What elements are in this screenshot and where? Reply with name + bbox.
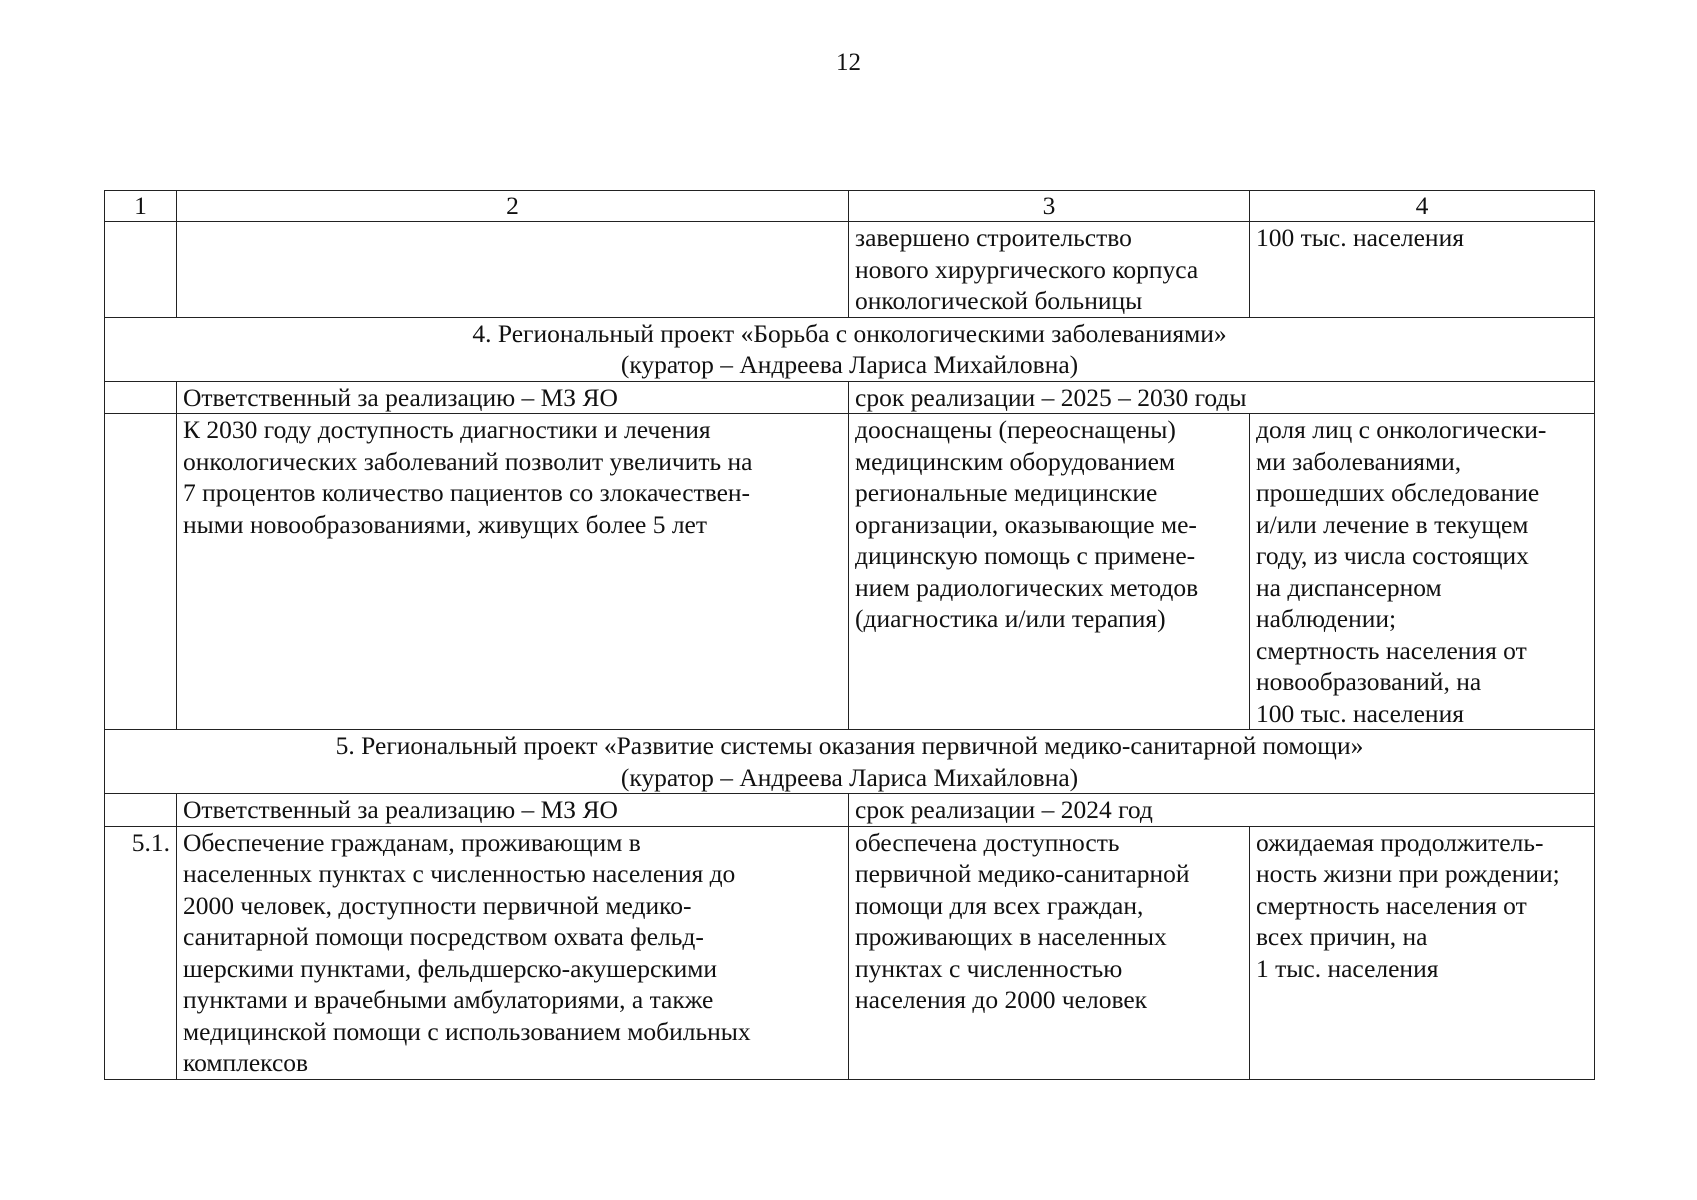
- cell-indicator: ожидаемая продолжитель- ность жизни при рождении; смертность населения от всех причин, на 1 тыс. населения: [1250, 826, 1595, 1079]
- project-4-row: [105, 414, 1595, 730]
- cell-description: К 2030 году доступность диагностики и лечения онкологических заболеваний позволит увеличить на 7 процентов количество пациентов со злокачествен- ными новообразованиями, живущих более 5 лет: [177, 414, 849, 730]
- cell-indicator: 100 тыс. населения: [1250, 222, 1595, 318]
- cell-number: [105, 381, 177, 414]
- project-5-row: [105, 826, 1595, 1079]
- header-col-4: 4: [1250, 191, 1595, 222]
- cell-indicator: доля лиц с онкологически- ми заболеваниями, прошедших обследование и/или лечение в текущем году, из числа состоящих на диспансерном наблюдении; смертность населения от новообразований, на 100 тыс. населения: [1250, 414, 1595, 730]
- project-5-curator: (куратор – Андреева Лариса Михайловна): [620, 762, 1079, 792]
- cell-number: 5.1.: [105, 826, 177, 1079]
- table-header-row: [105, 191, 1595, 222]
- cell-result: дооснащены (переоснащены) медицинским оборудованием региональные медицинские организации, оказывающие ме- дицинскую помощь с примене- нием радиологических методов (диагностика и/или терапия): [849, 414, 1250, 730]
- cell-number: [105, 414, 177, 730]
- continuation-row: [105, 222, 1595, 318]
- project-4-title-cell: [105, 317, 1595, 381]
- header-col-2: 2: [177, 191, 849, 222]
- project-4-title-row: [105, 317, 1595, 381]
- project-5-term: срок реализации – 2024 год: [849, 794, 1595, 827]
- project-4-responsible: Ответственный за реализацию – МЗ ЯО: [177, 381, 849, 414]
- project-4-curator: (куратор – Андреева Лариса Михайловна): [620, 350, 1079, 379]
- page-number: 12: [836, 49, 861, 76]
- header-col-3: 3: [849, 191, 1250, 222]
- cell-number: [105, 794, 177, 827]
- project-4-term: срок реализации – 2025 – 2030 годы: [849, 381, 1595, 414]
- project-5-title: 5. Региональный проект «Развитие системы оказания первичной медико-санитарной помощи»: [335, 731, 1364, 760]
- project-5-title-cell: [105, 730, 1595, 794]
- header-col-1: 1: [105, 191, 177, 222]
- cell-result: обеспечена доступность первичной медико-санитарной помощи для всех граждан, проживающих в населенных пунктах с численностью населения до 2000 человек: [849, 826, 1250, 1079]
- cell-result: завершено строительство нового хирургического корпуса онкологической больницы: [849, 222, 1250, 318]
- cell-description: [177, 222, 849, 318]
- project-5-title-row: [105, 730, 1595, 794]
- cell-description: Обеспечение гражданам, проживающим в населенных пунктах с численностью населения до 2000 человек, доступности первичной медико- санитарной помощи посредством охвата фельд- шерскими пунктами, фельдшерско-акушерскими пунктами и врачебными амбулаториями, а также медицинской помощи с использованием мобильных комплексов: [177, 826, 849, 1079]
- measures-table: [104, 190, 1595, 1080]
- project-4-responsible-row: [105, 381, 1595, 414]
- project-5-responsible: Ответственный за реализацию – МЗ ЯО: [177, 794, 849, 827]
- cell-number: [105, 222, 177, 318]
- project-4-title: 4. Региональный проект «Борьба с онкологическими заболеваниями»: [472, 318, 1227, 348]
- project-5-responsible-row: [105, 794, 1595, 827]
